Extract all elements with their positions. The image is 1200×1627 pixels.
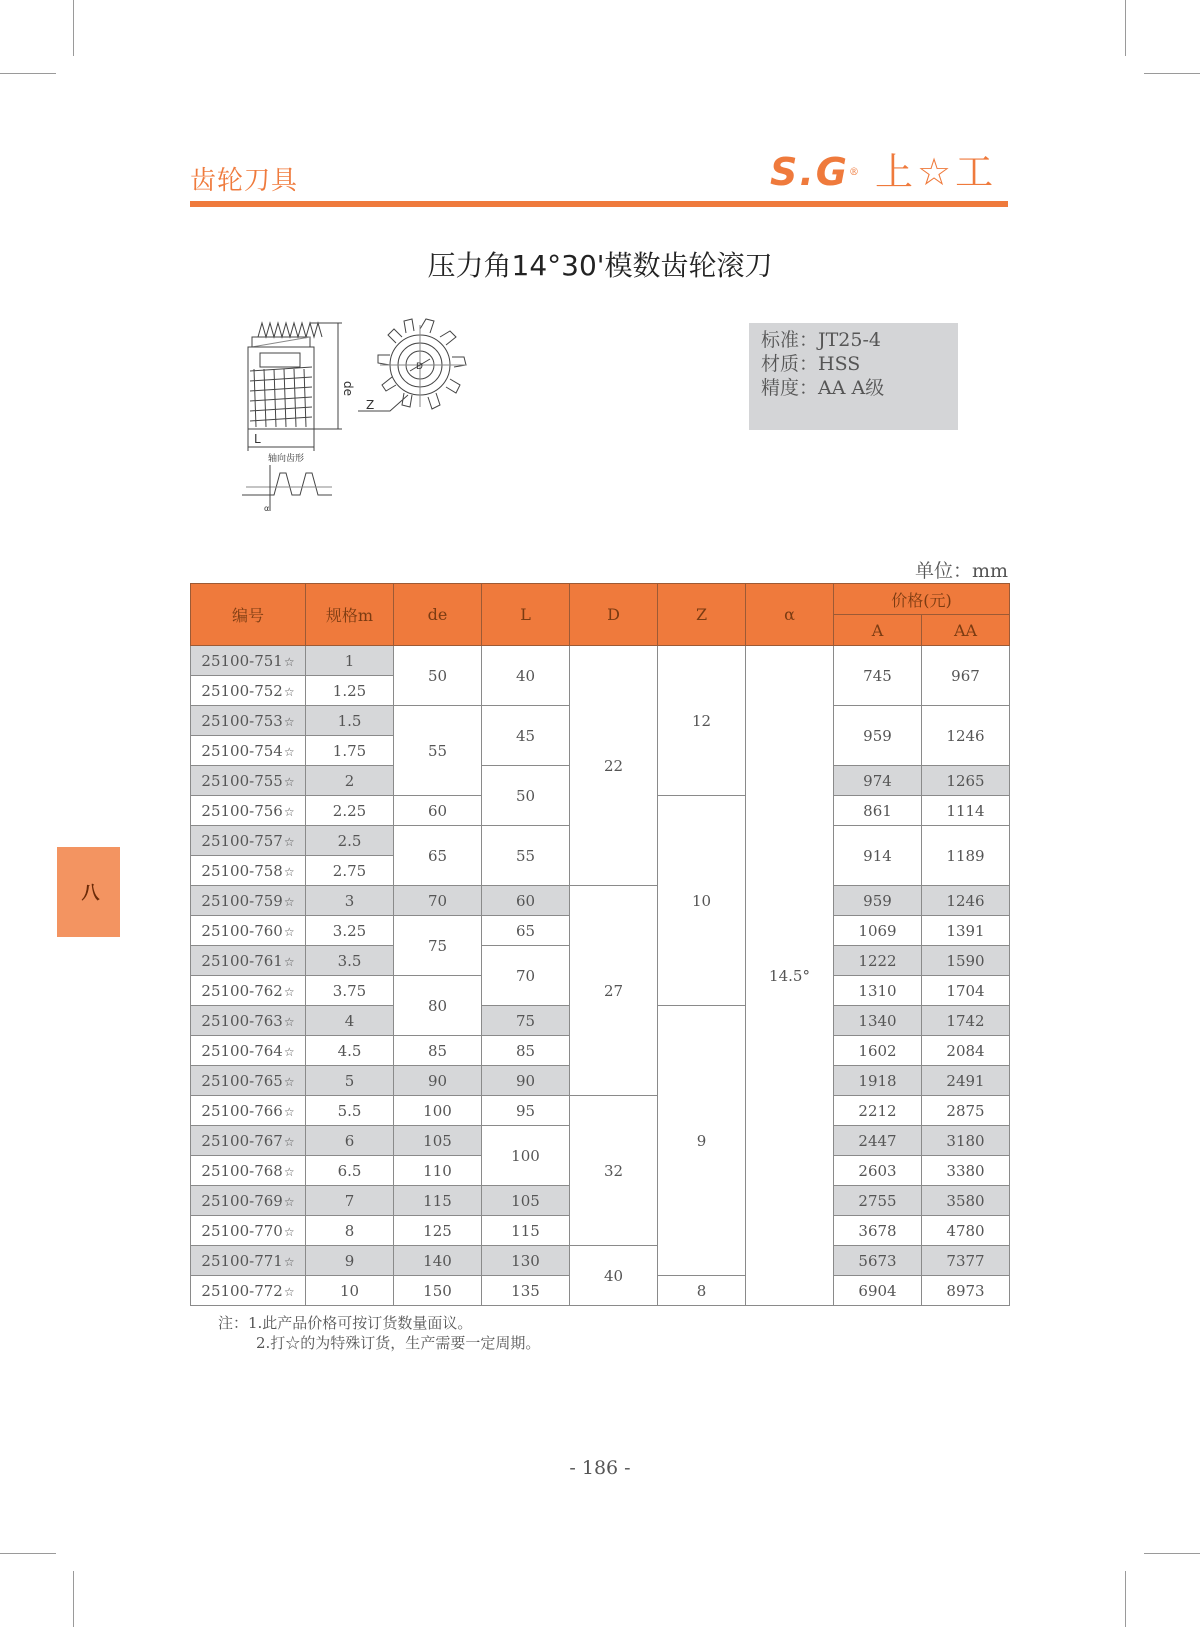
de-cell: 140	[394, 1246, 482, 1276]
L-cell: 40	[482, 646, 570, 706]
price-aa-cell: 1391	[922, 916, 1010, 946]
L-cell: 50	[482, 766, 570, 826]
code-text: 25100-762	[201, 981, 283, 1000]
price-a-cell: 3678	[834, 1216, 922, 1246]
module-cell: 7	[306, 1186, 394, 1216]
D-cell: 40	[570, 1246, 658, 1306]
code-text: 25100-767	[201, 1131, 283, 1150]
spec-box	[749, 323, 958, 430]
price-aa-cell: 1246	[922, 706, 1010, 766]
star-icon: ☆	[283, 984, 295, 999]
code-cell	[191, 1276, 306, 1306]
code-cell	[191, 676, 306, 706]
L-cell: 70	[482, 946, 570, 1006]
price-a-cell: 1222	[834, 946, 922, 976]
registered-icon: ®	[849, 166, 859, 178]
L-cell: 135	[482, 1276, 570, 1306]
L-cell: 60	[482, 886, 570, 916]
chapter-tab-label: 八	[81, 883, 100, 904]
header-price-aa: AA	[922, 615, 1010, 646]
star-icon: ☆	[283, 1284, 295, 1299]
code-cell	[191, 1066, 306, 1096]
code-text: 25100-755	[201, 771, 283, 790]
D-cell: 32	[570, 1096, 658, 1246]
code-cell	[191, 796, 306, 826]
price-a-cell: 745	[834, 646, 922, 706]
note-1: 注：1.此产品价格可按订货数量面议。	[218, 1314, 473, 1332]
price-a-cell: 1918	[834, 1066, 922, 1096]
Z-cell: 10	[658, 796, 746, 1006]
code-cell	[191, 1156, 306, 1186]
svg-text:de: de	[341, 381, 355, 396]
star-icon: ☆	[283, 744, 295, 759]
code-text: 25100-752	[201, 681, 283, 700]
table-row	[191, 646, 1010, 676]
de-cell: 110	[394, 1156, 482, 1186]
price-aa-cell: 1246	[922, 886, 1010, 916]
price-a-cell: 6904	[834, 1276, 922, 1306]
code-cell	[191, 706, 306, 736]
code-cell	[191, 916, 306, 946]
code-text: 25100-756	[201, 801, 283, 820]
price-aa-cell: 2875	[922, 1096, 1010, 1126]
star-icon: ☆	[283, 864, 295, 879]
crop-mark	[0, 73, 56, 74]
price-aa-cell: 1114	[922, 796, 1010, 826]
spec-standard: 标准：JT25-4	[761, 329, 881, 351]
header-Z: Z	[658, 584, 746, 646]
svg-text:L: L	[254, 432, 261, 446]
price-aa-cell: 4780	[922, 1216, 1010, 1246]
module-cell: 3.5	[306, 946, 394, 976]
Z-cell: 12	[658, 646, 746, 796]
module-cell: 2.5	[306, 826, 394, 856]
star-icon: ☆	[283, 924, 295, 939]
star-icon: ☆	[283, 1014, 295, 1029]
module-cell: 2	[306, 766, 394, 796]
code-text: 25100-760	[201, 921, 283, 940]
price-aa-cell: 1590	[922, 946, 1010, 976]
code-text: 25100-771	[201, 1251, 283, 1270]
module-cell: 9	[306, 1246, 394, 1276]
crop-mark	[73, 0, 74, 56]
header-code: 编号	[191, 584, 306, 646]
header-divider	[190, 201, 1008, 207]
price-a-cell: 1340	[834, 1006, 922, 1036]
price-a-cell: 2603	[834, 1156, 922, 1186]
star-icon: ☆	[283, 654, 295, 669]
star-icon: ☆	[283, 894, 295, 909]
price-a-cell: 861	[834, 796, 922, 826]
module-cell: 4.5	[306, 1036, 394, 1066]
code-cell	[191, 856, 306, 886]
star-icon: ☆	[283, 1254, 295, 1269]
price-a-cell: 5673	[834, 1246, 922, 1276]
price-a-cell: 959	[834, 706, 922, 766]
price-a-cell: 2447	[834, 1126, 922, 1156]
star-icon: ☆	[283, 1224, 295, 1239]
svg-text:α: α	[264, 504, 270, 513]
page-number: - 186 -	[569, 1457, 631, 1479]
code-text: 25100-751	[201, 651, 283, 670]
code-text: 25100-772	[201, 1281, 283, 1300]
hob-drawing-icon	[240, 315, 500, 525]
crop-mark	[1144, 73, 1200, 74]
de-cell: 150	[394, 1276, 482, 1306]
price-a-cell: 974	[834, 766, 922, 796]
code-cell	[191, 1006, 306, 1036]
L-cell: 75	[482, 1006, 570, 1036]
star-icon: ☆	[283, 1164, 295, 1179]
code-cell	[191, 946, 306, 976]
header-module: 规格m	[306, 584, 394, 646]
table-body	[191, 646, 1010, 1306]
code-cell	[191, 1186, 306, 1216]
code-text: 25100-758	[201, 861, 283, 880]
price-a-cell: 2755	[834, 1186, 922, 1216]
star-icon: ☆	[283, 1074, 295, 1089]
alpha-cell: 14.5°	[746, 646, 834, 1306]
note-2: 2.打☆的为特殊订货，生产需要一定周期。	[256, 1334, 541, 1352]
code-text: 25100-769	[201, 1191, 283, 1210]
de-cell: 75	[394, 916, 482, 976]
module-cell: 1.5	[306, 706, 394, 736]
module-cell: 2.75	[306, 856, 394, 886]
header-L: L	[482, 584, 570, 646]
price-aa-cell: 1742	[922, 1006, 1010, 1036]
L-cell: 45	[482, 706, 570, 766]
crop-mark	[1144, 1553, 1200, 1554]
code-cell	[191, 976, 306, 1006]
price-a-cell: 2212	[834, 1096, 922, 1126]
star-icon: ☆	[283, 954, 295, 969]
price-aa-cell: 3380	[922, 1156, 1010, 1186]
code-text: 25100-764	[201, 1041, 283, 1060]
page-title: 压力角14°30'模数齿轮滚刀	[427, 249, 773, 282]
brand-logo	[770, 150, 997, 194]
star-icon: ☆	[283, 684, 295, 699]
module-cell: 8	[306, 1216, 394, 1246]
L-cell: 90	[482, 1066, 570, 1096]
price-aa-cell: 2084	[922, 1036, 1010, 1066]
code-cell	[191, 646, 306, 676]
crop-mark	[0, 1553, 56, 1554]
module-cell: 1	[306, 646, 394, 676]
code-text: 25100-757	[201, 831, 283, 850]
de-cell: 65	[394, 826, 482, 886]
module-cell: 6	[306, 1126, 394, 1156]
section-title: 齿轮刀具	[190, 166, 299, 196]
de-cell: 115	[394, 1186, 482, 1216]
star-icon: ☆	[283, 1104, 295, 1119]
price-aa-cell: 7377	[922, 1246, 1010, 1276]
hob-spec-table	[190, 583, 1010, 1306]
code-text: 25100-770	[201, 1221, 283, 1240]
L-cell: 115	[482, 1216, 570, 1246]
star-icon: ☆	[283, 1194, 295, 1209]
price-aa-cell: 1704	[922, 976, 1010, 1006]
module-cell: 1.25	[306, 676, 394, 706]
code-cell	[191, 826, 306, 856]
table-row	[191, 886, 1010, 916]
star-icon: ☆	[283, 1134, 295, 1149]
code-cell	[191, 886, 306, 916]
hob-technical-drawing	[240, 315, 500, 529]
svg-text:Z: Z	[366, 398, 375, 412]
price-aa-cell: 1265	[922, 766, 1010, 796]
header-price-a: A	[834, 615, 922, 646]
module-cell: 3	[306, 886, 394, 916]
Z-cell: 8	[658, 1276, 746, 1306]
code-cell	[191, 766, 306, 796]
code-cell	[191, 1096, 306, 1126]
code-cell	[191, 1216, 306, 1246]
crop-mark	[1125, 1571, 1126, 1627]
price-aa-cell: 8973	[922, 1276, 1010, 1306]
code-cell	[191, 736, 306, 766]
price-aa-cell: 1189	[922, 826, 1010, 886]
code-text: 25100-761	[201, 951, 283, 970]
de-cell: 70	[394, 886, 482, 916]
de-cell: 100	[394, 1096, 482, 1126]
module-cell: 5	[306, 1066, 394, 1096]
module-cell: 3.75	[306, 976, 394, 1006]
code-text: 25100-766	[201, 1101, 283, 1120]
module-cell: 1.75	[306, 736, 394, 766]
price-aa-cell: 3580	[922, 1186, 1010, 1216]
de-cell: 85	[394, 1036, 482, 1066]
code-text: 25100-754	[201, 741, 283, 760]
price-aa-cell: 3180	[922, 1126, 1010, 1156]
star-icon: ☆	[283, 714, 295, 729]
star-icon: ☆	[283, 834, 295, 849]
price-a-cell: 914	[834, 826, 922, 886]
L-cell: 85	[482, 1036, 570, 1066]
svg-text:D: D	[416, 362, 423, 372]
L-cell: 95	[482, 1096, 570, 1126]
code-text: 25100-753	[201, 711, 283, 730]
header-alpha: α	[746, 584, 834, 646]
header-price: 价格(元)	[834, 584, 1010, 615]
spec-material: 材质：HSS	[761, 353, 861, 375]
price-a-cell: 1310	[834, 976, 922, 1006]
de-cell: 125	[394, 1216, 482, 1246]
de-cell: 105	[394, 1126, 482, 1156]
de-cell: 80	[394, 976, 482, 1036]
module-cell: 3.25	[306, 916, 394, 946]
crop-mark	[1125, 0, 1126, 56]
star-icon: ☆	[283, 804, 295, 819]
module-cell: 5.5	[306, 1096, 394, 1126]
notes	[218, 1313, 540, 1353]
price-aa-cell: 2491	[922, 1066, 1010, 1096]
code-text: 25100-768	[201, 1161, 283, 1180]
header-D: D	[570, 584, 658, 646]
price-a-cell: 1069	[834, 916, 922, 946]
module-cell: 2.25	[306, 796, 394, 826]
code-text: 25100-759	[201, 891, 283, 910]
L-cell: 65	[482, 916, 570, 946]
logo-chinese: 上☆工	[875, 150, 998, 194]
price-a-cell: 959	[834, 886, 922, 916]
L-cell: 105	[482, 1186, 570, 1216]
L-cell: 100	[482, 1126, 570, 1186]
code-cell	[191, 1126, 306, 1156]
price-aa-cell: 967	[922, 646, 1010, 706]
spec-precision: 精度：AA A级	[761, 377, 885, 399]
code-cell	[191, 1036, 306, 1066]
de-cell: 60	[394, 796, 482, 826]
code-text: 25100-765	[201, 1071, 283, 1090]
code-cell	[191, 1246, 306, 1276]
header-de: de	[394, 584, 482, 646]
de-cell: 55	[394, 706, 482, 796]
L-cell: 130	[482, 1246, 570, 1276]
de-cell: 90	[394, 1066, 482, 1096]
module-cell: 10	[306, 1276, 394, 1306]
chapter-tab[interactable]	[57, 847, 120, 937]
svg-text:轴向齿形: 轴向齿形	[268, 454, 305, 464]
star-icon: ☆	[283, 774, 295, 789]
price-a-cell: 1602	[834, 1036, 922, 1066]
logo-mark: S.G	[770, 150, 849, 194]
table-row	[191, 1246, 1010, 1276]
code-text: 25100-763	[201, 1011, 283, 1030]
de-cell: 50	[394, 646, 482, 706]
L-cell: 55	[482, 826, 570, 886]
D-cell: 22	[570, 646, 658, 886]
module-cell: 4	[306, 1006, 394, 1036]
Z-cell: 9	[658, 1006, 746, 1276]
D-cell: 27	[570, 886, 658, 1096]
table-row	[191, 1096, 1010, 1126]
star-icon: ☆	[283, 1044, 295, 1059]
unit-label: 单位：mm	[914, 560, 1008, 582]
module-cell: 6.5	[306, 1156, 394, 1186]
crop-mark	[73, 1571, 74, 1627]
